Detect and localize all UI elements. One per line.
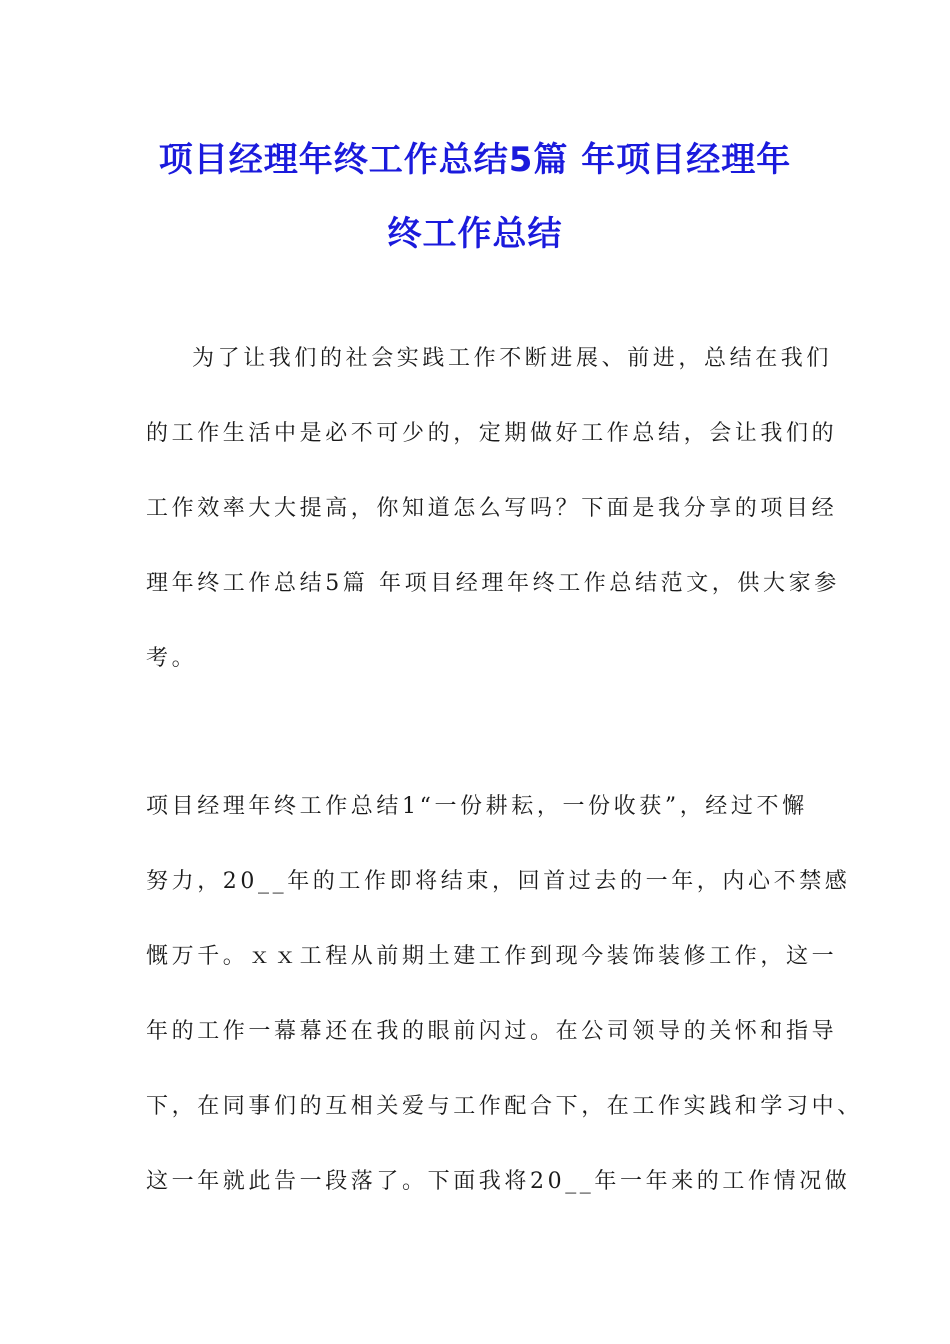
section1-paragraph-line-4: 年的工作一幕幕还在我的眼前闪过。在公司领导的关怀和指导 — [146, 1019, 838, 1044]
section1-paragraph-line-6: 这一年就此告一段落了。下面我将20__年一年来的工作情况做 — [146, 1169, 851, 1194]
document-title-line-1: 项目经理年终工作总结5篇 年项目经理年 — [158, 140, 792, 180]
section1-paragraph-line-5: 下，在同事们的互相关爱与工作配合下，在工作实践和学习中、 — [146, 1094, 863, 1119]
intro-paragraph-line-5: 考。 — [146, 646, 198, 671]
intro-paragraph-line-4: 理年终工作总结5篇 年项目经理年终工作总结范文，供大家参 — [146, 571, 840, 596]
section1-paragraph-line-1: 项目经理年终工作总结1“一份耕耘，一份收获”，经过不懈 — [146, 794, 808, 819]
intro-paragraph-line-1: 为了让我们的社会实践工作不断进展、前进，总结在我们 — [192, 346, 833, 371]
section1-paragraph-line-2: 努力，20__年的工作即将结束，回首过去的一年，内心不禁感 — [146, 869, 851, 894]
document-title-line-2: 终工作总结 — [387, 214, 563, 254]
intro-paragraph-line-2: 的工作生活中是必不可少的，定期做好工作总结，会让我们的 — [146, 421, 838, 446]
intro-paragraph-line-3: 工作效率大大提高，你知道怎么写吗？下面是我分享的项目经 — [146, 496, 838, 521]
section1-paragraph-line-3: 慨万千。ｘｘ工程从前期土建工作到现今装饰装修工作，这一 — [146, 944, 838, 969]
